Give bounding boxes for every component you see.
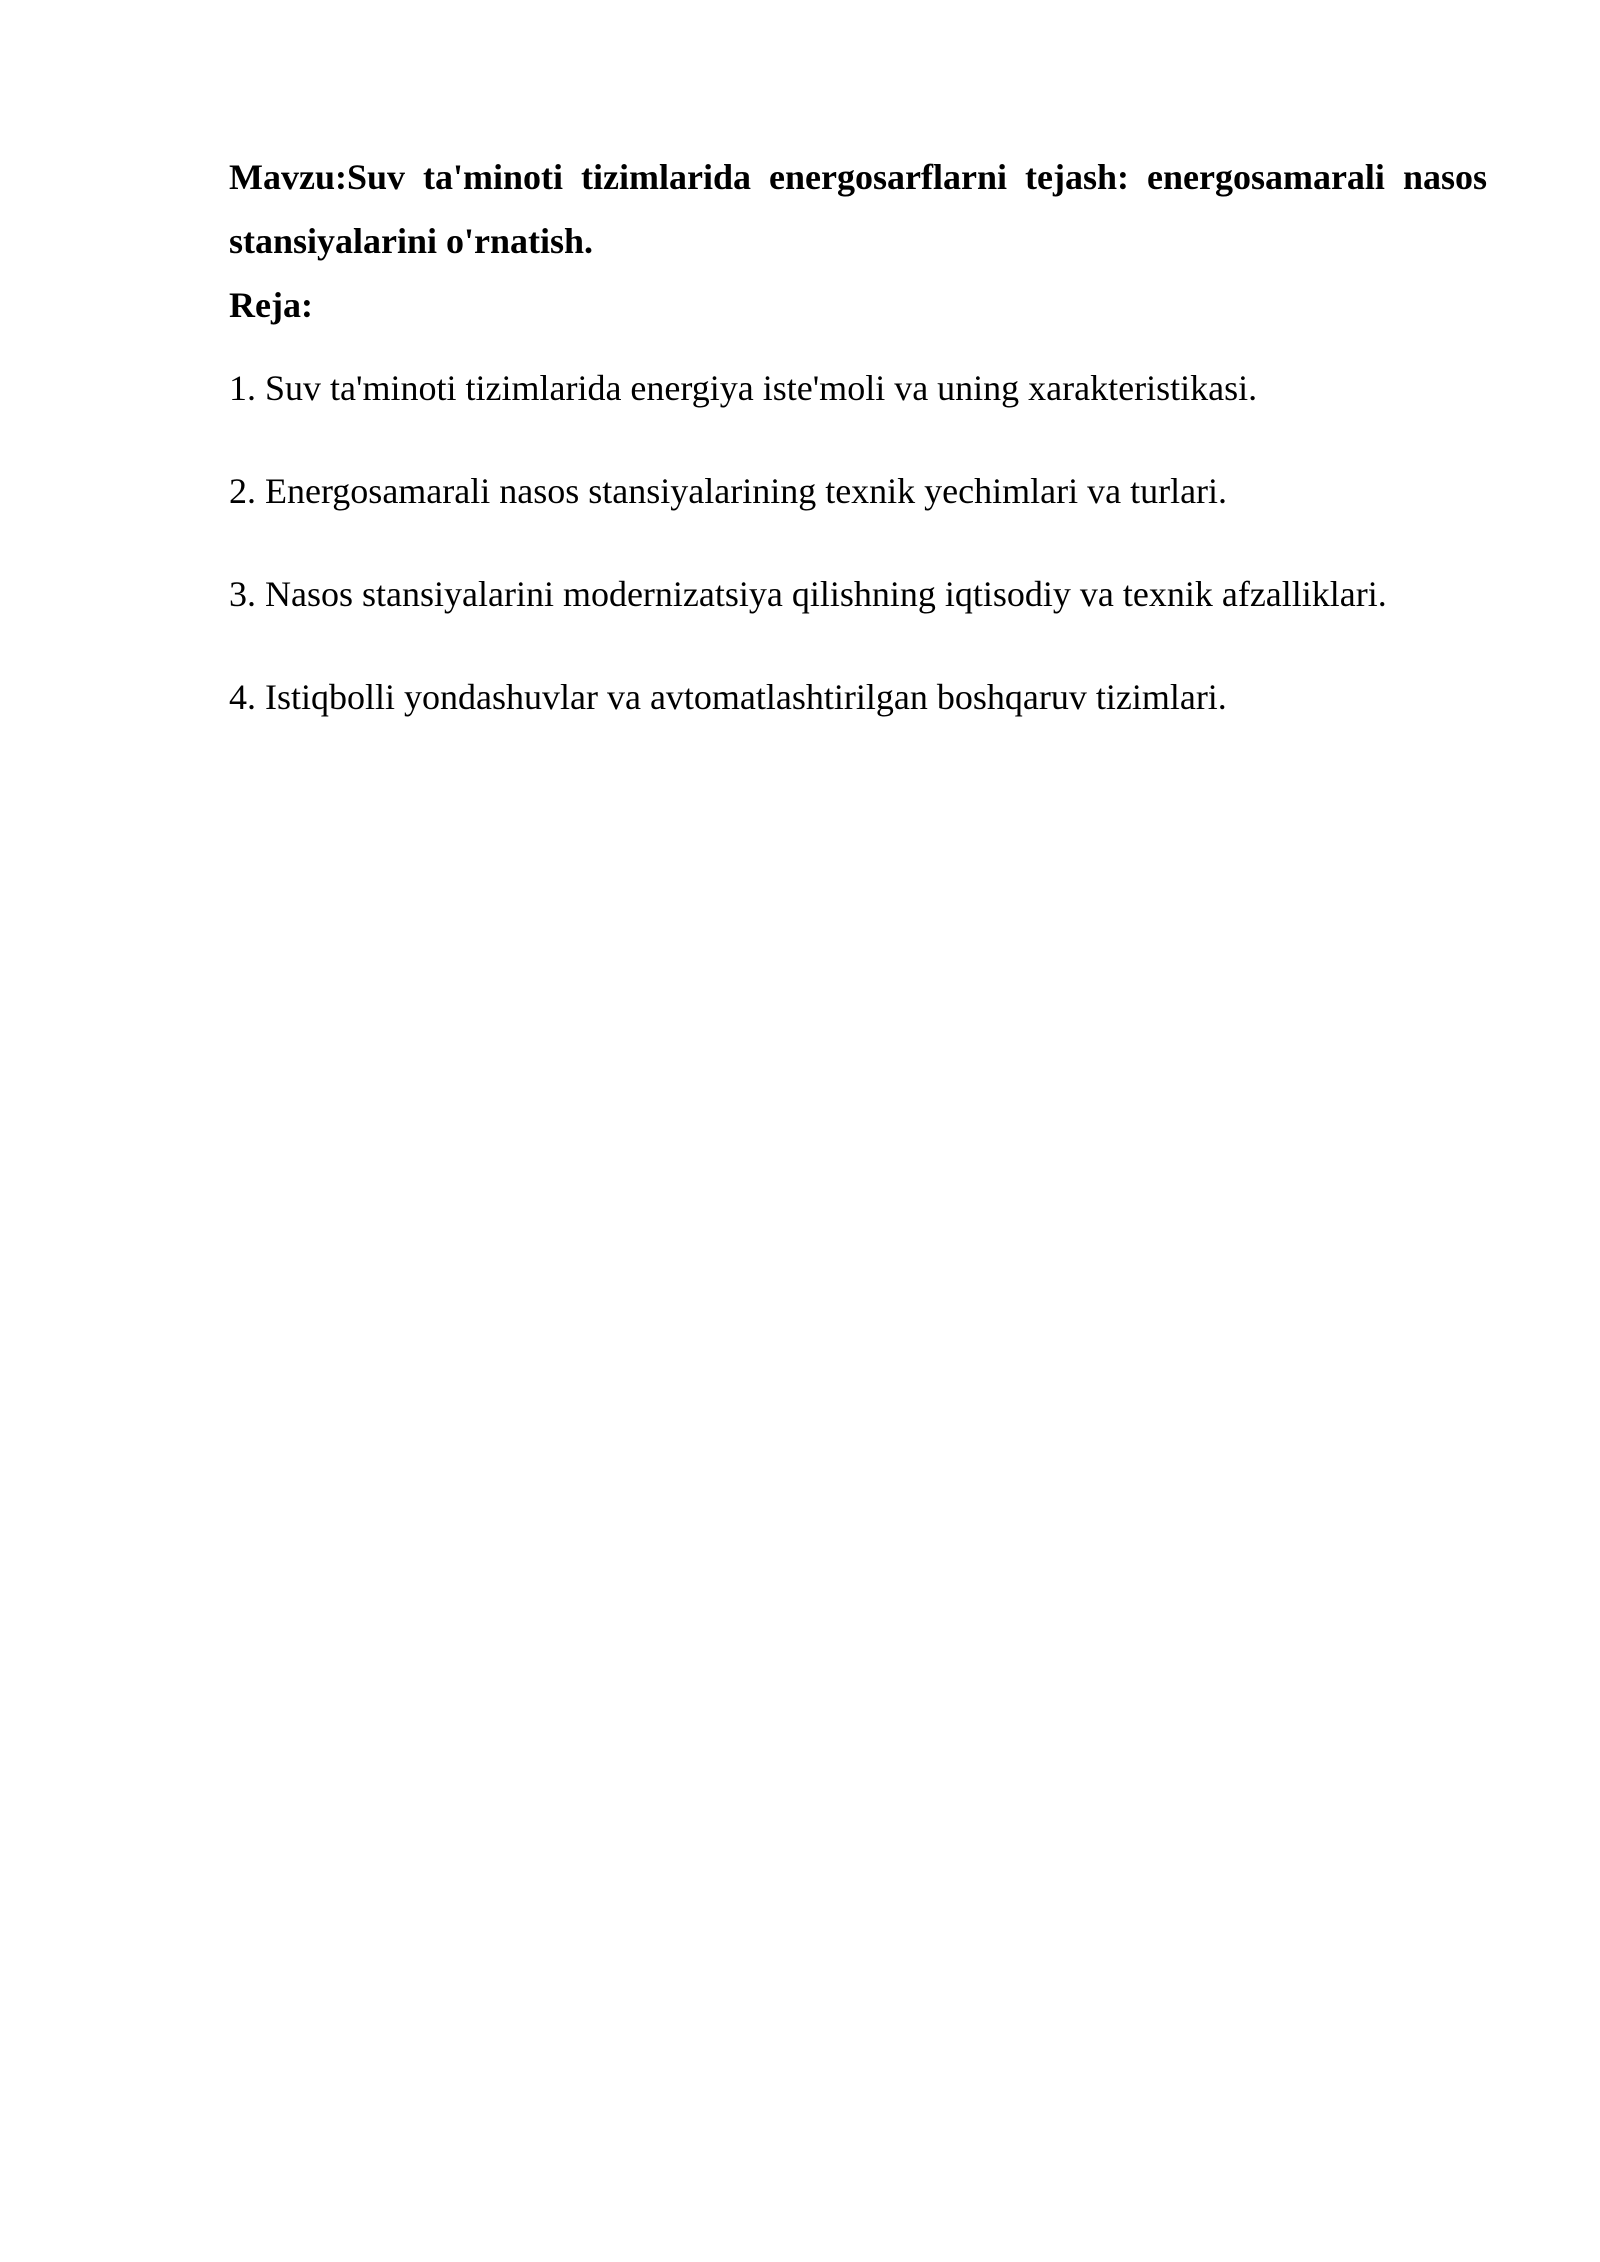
document-content [229, 145, 1487, 776]
plan-item: 4. Istiqbolli yondashuvlar va avtomatlashtirilgan boshqaruv tizimlari. [229, 677, 1227, 717]
plan-item: 1. Suv ta'minoti tizimlarida energiya iste'moli va uning xarakteristikasi. [229, 368, 1258, 408]
plan-heading: Reja: [229, 285, 313, 325]
document-title: Mavzu:Suv ta'minoti tizimlarida energosarflarni tejash: energosamarali nasos stansiyalarini o'rnatish. [229, 157, 1487, 261]
plan-item: 2. Energosamarali nasos stansiyalarining texnik yechimlari va turlari. [229, 471, 1228, 511]
plan-list [229, 364, 1487, 721]
plan-item: 3. Nasos stansiyalarini modernizatsiya qilishning iqtisodiy va texnik afzalliklari. [229, 574, 1387, 614]
